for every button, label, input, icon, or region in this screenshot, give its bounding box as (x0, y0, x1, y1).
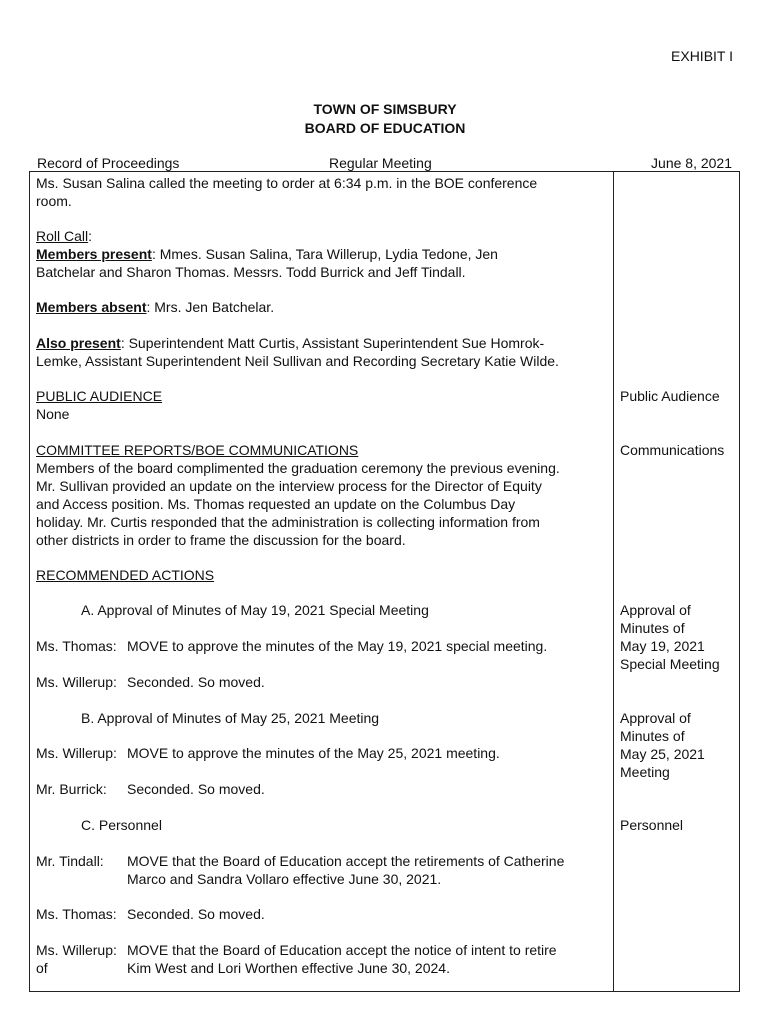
recommended-actions-heading: RECOMMENDED ACTIONS (36, 567, 215, 583)
item-a-second-text: Seconded. So moved. (127, 674, 265, 690)
side-label-personnel: Personnel (620, 817, 684, 833)
header-date: June 8, 2021 (651, 155, 732, 171)
item-a-motion-speaker: Ms. Thomas: (36, 638, 117, 654)
item-c-motion2-speaker: Ms. Willerup: (36, 942, 117, 958)
item-b-second-text: Seconded. So moved. (127, 781, 265, 797)
item-c-motion2-line1: MOVE that the Board of Education accept the notice of intent to retire (127, 942, 557, 958)
side-label-item-a: Minutes of (620, 620, 685, 636)
header-record-label: Record of Proceedings (37, 155, 180, 171)
side-label-item-b: Minutes of (620, 728, 685, 744)
side-label-item-b: Meeting (620, 764, 670, 780)
committee-line: other districts in order to frame the discussion for the board. (36, 532, 406, 548)
members-present-line2: Batchelar and Sharon Thomas. Messrs. Todd Burrick and Jeff Tindall. (36, 264, 466, 280)
also-present-line2: Lemke, Assistant Superintendent Neil Sullivan and Recording Secretary Katie Wilde. (36, 353, 559, 369)
item-c-title: C. Personnel (81, 817, 162, 833)
members-absent: Members absent: Mrs. Jen Batchelar. (36, 299, 275, 315)
side-label-item-a: Special Meeting (620, 656, 720, 672)
item-c-motion2-line2: Kim West and Lori Worthen effective June 30, 2024. (127, 960, 450, 976)
item-c-motion1-line2: Marco and Sandra Vollaro effective June 30, 2021. (127, 871, 442, 887)
side-label-communications: Communications (620, 442, 725, 458)
item-c-motion2-of: of (36, 960, 48, 976)
committee-line: holiday. Mr. Curtis responded that the administration is collecting information from (36, 514, 540, 530)
side-label-item-b: May 25, 2021 (620, 746, 705, 762)
item-a-second-speaker: Ms. Willerup: (36, 674, 117, 690)
item-c-second1-speaker: Ms. Thomas: (36, 906, 117, 922)
column-divider (613, 171, 614, 992)
item-b-motion-speaker: Ms. Willerup: (36, 745, 117, 761)
item-b-second-speaker: Mr. Burrick: (36, 781, 107, 797)
item-a-title: A. Approval of Minutes of May 19, 2021 Special Meeting (81, 602, 429, 618)
item-c-motion1-speaker: Mr. Tindall: (36, 853, 104, 869)
exhibit-label: EXHIBIT I (671, 48, 733, 64)
document-title: TOWN OF SIMSBURY (313, 101, 457, 117)
public-audience-heading: PUBLIC AUDIENCE (36, 388, 163, 404)
item-b-title: B. Approval of Minutes of May 25, 2021 Meeting (81, 710, 380, 726)
committee-line: and Access position. Ms. Thomas requested an update on the Columbus Day (36, 496, 516, 512)
side-label-item-a: Approval of (620, 602, 691, 618)
call-to-order-line1: Ms. Susan Salina called the meeting to order at 6:34 p.m. in the BOE conference (36, 175, 538, 191)
committee-line: Members of the board complimented the graduation ceremony the previous evening. (36, 460, 560, 476)
roll-call-heading: Roll Call: (36, 228, 93, 244)
committee-line: Mr. Sullivan provided an update on the interview process for the Director of Equity (36, 478, 542, 494)
item-c-second1-text: Seconded. So moved. (127, 906, 265, 922)
document-subtitle: BOARD OF EDUCATION (304, 120, 466, 136)
public-audience-text: None (36, 406, 70, 422)
item-a-motion-text: MOVE to approve the minutes of the May 19, 2021 special meeting. (127, 638, 548, 654)
item-b-motion-text: MOVE to approve the minutes of the May 25, 2021 meeting. (127, 745, 500, 761)
members-present-line1: Members present: Mmes. Susan Salina, Tara Willerup, Lydia Tedone, Jen (36, 246, 498, 262)
side-label-public-audience: Public Audience (620, 388, 720, 404)
committee-heading: COMMITTEE REPORTS/BOE COMMUNICATIONS (36, 442, 359, 458)
item-c-motion1-line1: MOVE that the Board of Education accept the retirements of Catherine (127, 853, 565, 869)
side-label-item-a: May 19, 2021 (620, 638, 705, 654)
call-to-order-line2: room. (36, 193, 72, 209)
side-label-item-b: Approval of (620, 710, 691, 726)
header-meeting-type: Regular Meeting (329, 155, 432, 171)
also-present-line1: Also present: Superintendent Matt Curtis, Assistant Superintendent Sue Homrok- (36, 335, 545, 351)
